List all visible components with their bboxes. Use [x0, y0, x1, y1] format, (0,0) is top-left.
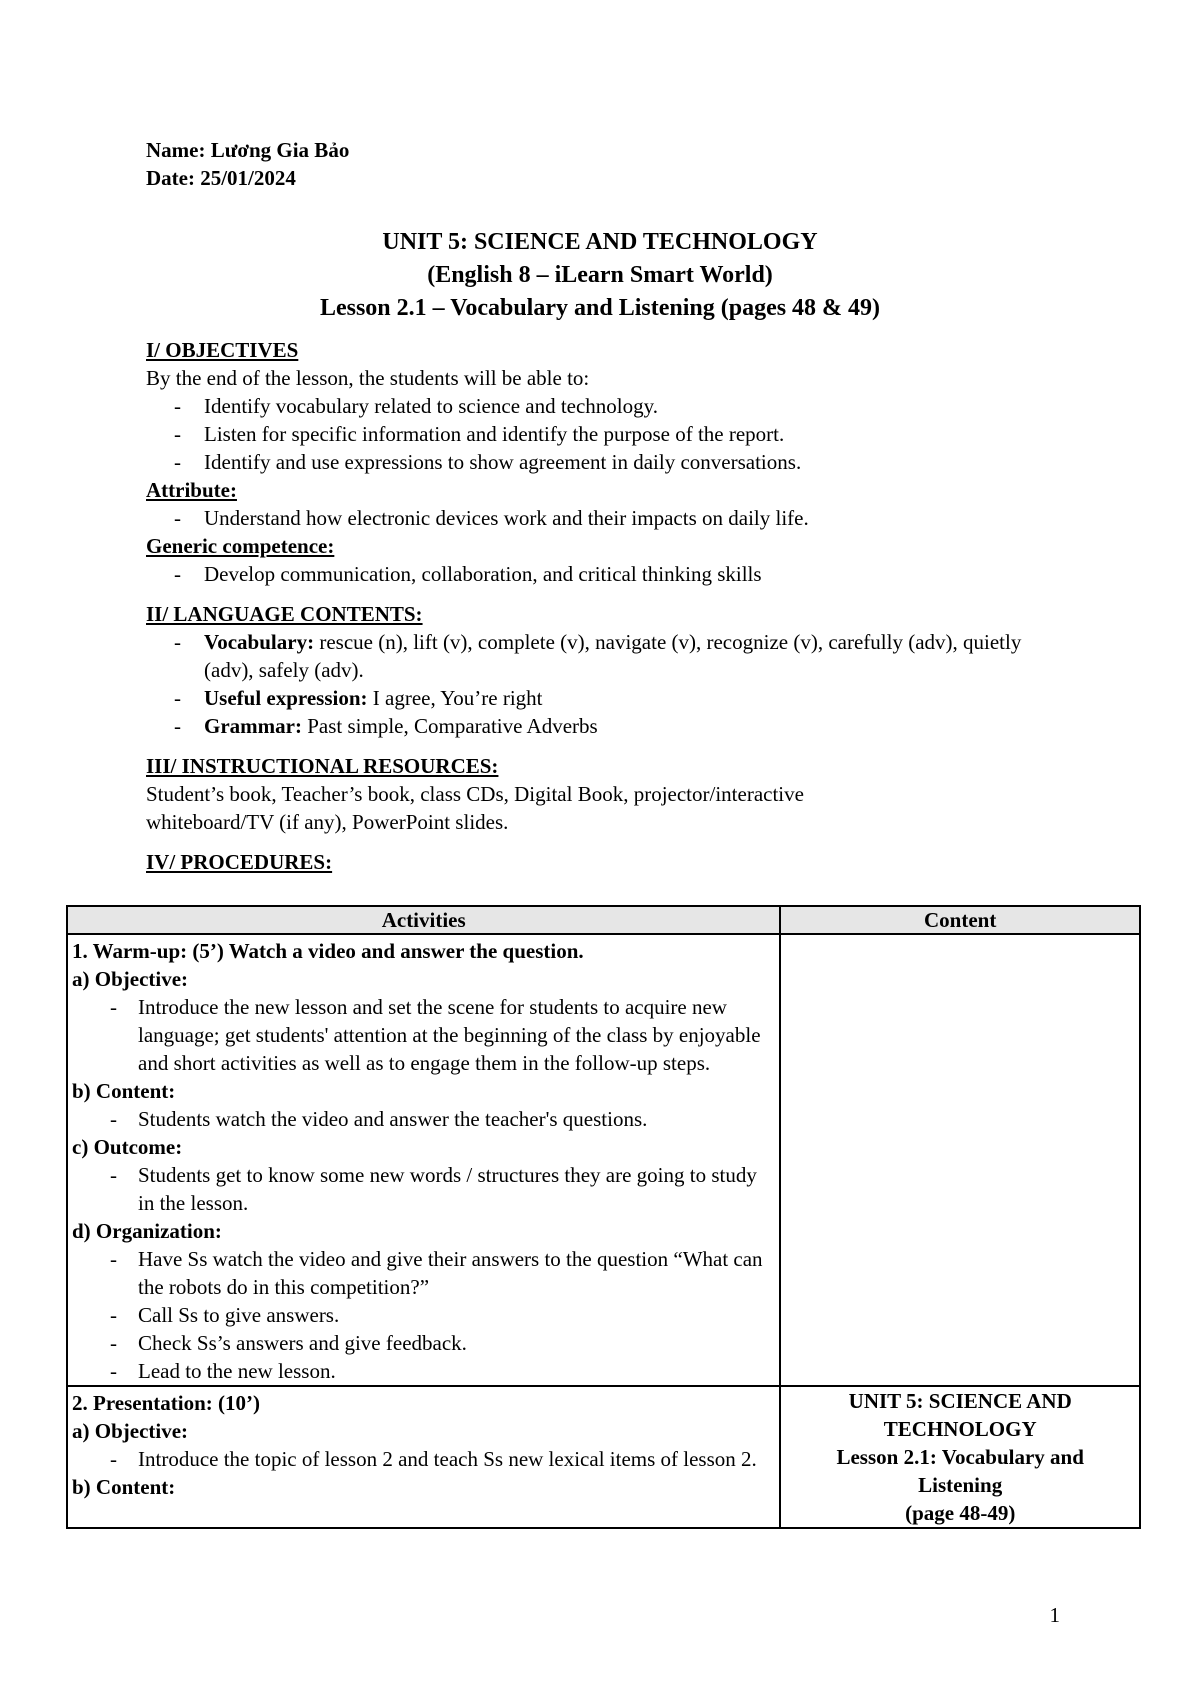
language-heading: II/ LANGUAGE CONTENTS: — [146, 602, 423, 626]
objectives-intro: By the end of the lesson, the students will be able to: — [146, 366, 590, 390]
list-item: - Students get to know some new words / structures they are going to study in the lesson. — [138, 1161, 771, 1217]
procedures-heading: IV/ PROCEDURES: — [146, 850, 333, 874]
list-item — [204, 712, 1046, 740]
resources-heading: III/ INSTRUCTIONAL RESOURCES: — [146, 754, 499, 778]
presentation-title: 2. Presentation: (10’) — [72, 1391, 260, 1415]
student-info — [146, 136, 349, 192]
presentation-objective-label: a) Objective: — [72, 1419, 189, 1443]
list-item: - Have Ss watch the video and give their answers to the question “What can the robots do in this competition?” — [138, 1245, 771, 1301]
warmup-outcome-list — [72, 1161, 771, 1217]
page-number: 1 — [1049, 1603, 1060, 1627]
activities-column-header: Activities — [67, 906, 780, 934]
date-line: Date: 25/01/2024 — [146, 166, 296, 190]
table-row — [67, 1386, 1140, 1528]
expression-text: I agree, You’re right — [367, 686, 543, 710]
list-item: - Students watch the video and answer the teacher's questions. — [138, 1105, 771, 1133]
lesson-title: Lesson 2.1 – Vocabulary and Listening (pages 48 & 49) — [319, 295, 881, 321]
warmup-content-label: b) Content: — [72, 1079, 176, 1103]
content-lesson-title: Lesson 2.1: Vocabulary and Listening — [836, 1445, 1084, 1497]
warmup-content-cell — [780, 934, 1140, 1386]
generic-competence-list — [146, 560, 1046, 588]
warmup-organization-label: d) Organization: — [72, 1219, 222, 1243]
list-item: - Develop communication, collaboration, and critical thinking skills — [204, 560, 1046, 588]
list-item: - Introduce the new lesson and set the scene for students to acquire new language; get students' attention at the beginning of the class by enjoyable and short activities as well as to engage them in the follow-up steps. — [138, 993, 771, 1077]
resources-text: Student’s book, Teacher’s book, class CDs, Digital Book, projector/interactive whiteboard/TV (if any), PowerPoint slides. — [146, 782, 804, 834]
vocabulary-label: Vocabulary: — [204, 630, 315, 654]
objectives-heading: I/ OBJECTIVES — [146, 338, 299, 362]
name-line: Name: Lương Gia Bảo — [146, 138, 350, 162]
warmup-content-list — [72, 1105, 771, 1133]
presentation-content-label: b) Content: — [72, 1475, 176, 1499]
presentation-activities-cell — [67, 1386, 780, 1528]
list-item: - Identify vocabulary related to science and technology. — [204, 392, 1046, 420]
language-list — [146, 628, 1046, 740]
expression-label: Useful expression: — [204, 686, 368, 710]
content-unit-title: UNIT 5: SCIENCE AND TECHNOLOGY — [848, 1389, 1072, 1441]
procedures-table — [66, 905, 1141, 1529]
attribute-list — [146, 504, 1046, 532]
content-column-header: Content — [780, 906, 1140, 934]
list-item: - Call Ss to give answers. — [138, 1301, 771, 1329]
list-item: - Lead to the new lesson. — [138, 1357, 771, 1385]
list-item: - Listen for specific information and identify the purpose of the report. — [204, 420, 1046, 448]
warmup-objective-label: a) Objective: — [72, 967, 189, 991]
warmup-objective-list — [72, 993, 771, 1077]
grammar-label: Grammar: — [204, 714, 302, 738]
list-item — [204, 684, 1046, 712]
table-row — [67, 934, 1140, 1386]
objectives-list — [146, 392, 1046, 476]
table-header-row — [67, 906, 1140, 934]
book-title: (English 8 – iLearn Smart World) — [427, 262, 773, 288]
warmup-organization-list — [72, 1245, 771, 1385]
lesson-body — [146, 336, 1046, 876]
document-titles — [0, 226, 1200, 325]
presentation-objective-list — [72, 1445, 771, 1473]
generic-competence-label: Generic competence: — [146, 534, 335, 558]
warmup-title: 1. Warm-up: (5’) Watch a video and answer the question. — [72, 939, 584, 963]
vocabulary-text: rescue (n), lift (v), complete (v), navigate (v), recognize (v), carefully (adv), quietly (adv), safely (adv). — [204, 630, 1022, 682]
list-item: - Introduce the topic of lesson 2 and teach Ss new lexical items of lesson 2. — [138, 1445, 771, 1473]
list-item — [204, 628, 1046, 684]
warmup-activities-cell — [67, 934, 780, 1386]
list-item: - Check Ss’s answers and give feedback. — [138, 1329, 771, 1357]
warmup-outcome-label: c) Outcome: — [72, 1135, 183, 1159]
list-item: - Understand how electronic devices work and their impacts on daily life. — [204, 504, 1046, 532]
presentation-content-cell — [780, 1386, 1140, 1528]
list-item: - Identify and use expressions to show agreement in daily conversations. — [204, 448, 1046, 476]
attribute-label: Attribute: — [146, 478, 237, 502]
unit-title: UNIT 5: SCIENCE AND TECHNOLOGY — [382, 229, 818, 255]
grammar-text: Past simple, Comparative Adverbs — [301, 714, 598, 738]
content-pages: (page 48-49) — [905, 1501, 1016, 1525]
